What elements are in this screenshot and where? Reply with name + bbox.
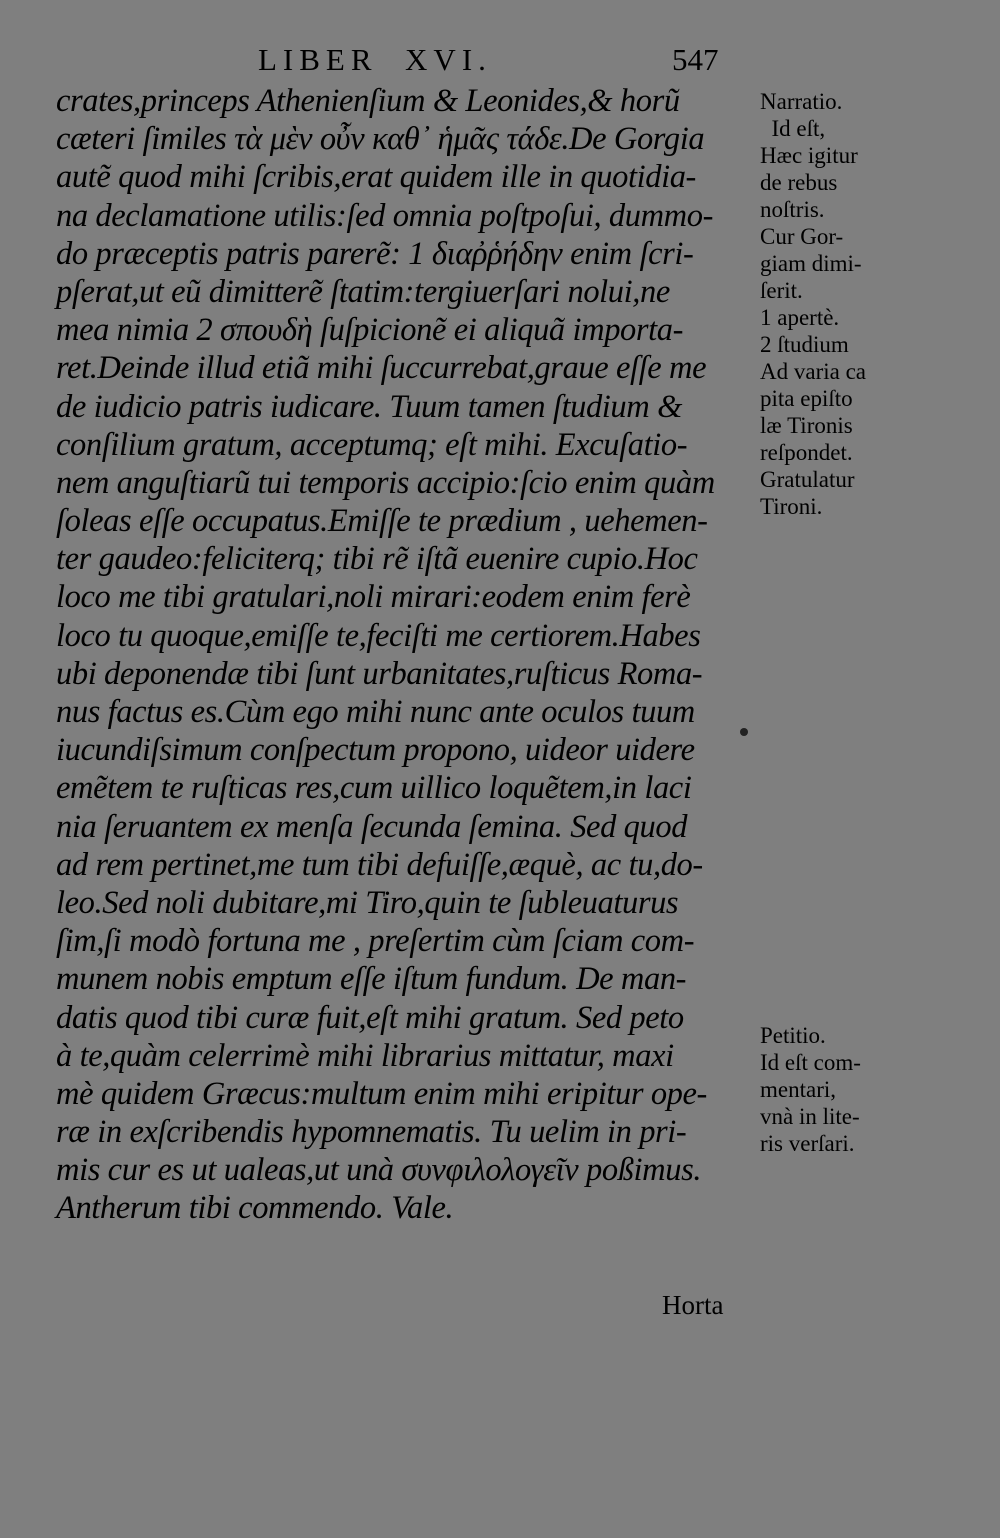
text-line: à te,quàm celerrimè mihi librarius mittatur, maxi: [56, 1037, 674, 1074]
marginal-note: ſerit.: [760, 278, 803, 303]
text-line: ſoleas eſſe occupatus.Emiſſe te prædium , uehemen-: [56, 503, 708, 540]
marginal-note: de rebus: [760, 170, 838, 195]
marginal-note: Id eſt com-: [760, 1050, 861, 1075]
marginal-note: mentari,: [760, 1077, 836, 1102]
marginal-notes-lower: [760, 1022, 960, 1157]
text-line: ræ in exſcribendis hypomnematis. Tu uelim in pri-: [56, 1114, 687, 1151]
text-line: ſim,ſi modò fortuna me , preſertim cùm ſciam com-: [56, 923, 695, 960]
text-line: mis cur es ut ualeas,ut unà συνφιλολογεῖν poßimus.: [56, 1152, 702, 1189]
text-line: ter gaudeo:feliciterq; tibi rẽ iſtã euenire cupio.Hoc: [56, 541, 698, 578]
running-title: LIBER XVI.: [258, 42, 492, 77]
marginal-note: Narratio.: [760, 89, 843, 114]
marginal-note: Tironi.: [760, 494, 823, 519]
main-text-block: [56, 82, 756, 1228]
text-line: loco me tibi gratulari,noli mirari:eodem enim ferè: [56, 579, 691, 616]
text-line: crates,princeps Athenienſium & Leonides,& horũ: [56, 83, 680, 119]
text-line: ret.Deinde illud etiã mihi ſuccurrebat,graue eſſe me: [56, 350, 707, 387]
marginal-note: reſpondet.: [760, 440, 853, 465]
marginal-note: noſtris.: [760, 197, 825, 222]
page-number: 547: [672, 42, 719, 77]
text-line: na declamatione utilis:ſed omnia poſtpoſui, dummo-: [56, 197, 714, 234]
text-line: leo.Sed noli dubitare,mi Tiro,quin te ſubleuaturus: [56, 884, 679, 921]
marginal-note: Petitio.: [760, 1023, 826, 1048]
text-line: nus factus es.Cùm ego mihi nunc ante oculos tuum: [56, 694, 695, 730]
text-line: de iudicio patris iudicare. Tuum tamen ſtudium &: [56, 388, 682, 425]
marginal-note: Gratulatur: [760, 467, 855, 492]
marginal-note: vnà in lite-: [760, 1104, 860, 1129]
text-line: mè quidem Græcus:multum enim mihi eripitur ope-: [56, 1075, 707, 1112]
text-line: cæteri ſimiles τὰ μὲν οὖν καθ᾽ ἡμᾶς τάδε.De Gorgia: [56, 121, 705, 158]
text-line: datis quod tibi curæ fuit,eſt mihi gratum. Sed peto: [56, 999, 684, 1036]
marginal-note: 2 ſtudium: [760, 332, 849, 357]
marginal-note: giam dimi-: [760, 251, 862, 276]
text-line: do præceptis patris parerẽ: 1 διαῤῥήδην enim ſcri-: [56, 235, 694, 272]
catchword: Horta: [662, 1290, 724, 1320]
text-line: emẽtem te ruſticas res,cum uillico loquẽtem,in laci: [56, 770, 692, 807]
text-line: ad rem pertinet,me tum tibi defuiſſe,æquè, ac tu,do-: [56, 846, 703, 883]
marginal-note: pita epiſto: [760, 386, 853, 411]
marginal-note: Id eſt,: [760, 116, 826, 141]
page-header: [0, 42, 1000, 82]
text-line: Antherum tibi commendo. Vale.: [56, 1190, 454, 1227]
text-line: loco tu quoque,emiſſe te,feciſti me certiorem.Habes: [56, 617, 701, 654]
text-line: ubi deponendæ tibi ſunt urbanitates,ruſticus Roma-: [56, 655, 703, 692]
marginal-notes-upper: [760, 88, 960, 520]
text-line: nia ſeruantem ex menſa ſecunda ſemina. Sed quod: [56, 808, 688, 845]
text-line: nem anguſtiarũ tui temporis accipio:ſcio enim quàm: [56, 464, 715, 501]
text-line: mea nimia 2 σπουδὴ ſuſpicionẽ ei aliquã importa-: [56, 312, 684, 349]
marginal-note: ris verſari.: [760, 1131, 855, 1156]
marginal-note: Cur Gor-: [760, 224, 844, 249]
text-line: autẽ quod mihi ſcribis,erat quidem ille in quotidia-: [56, 159, 696, 196]
marginal-note: Ad varia ca: [760, 359, 866, 384]
marginal-note: 1 apertè.: [760, 305, 840, 330]
text-line: iucundiſsimum conſpectum propono, uideor uidere: [56, 732, 695, 769]
marginal-note: Hæc igitur: [760, 143, 858, 168]
ink-spot: [740, 728, 748, 736]
text-line: conſilium gratum, acceptumq; eſt mihi. Excuſatio-: [56, 426, 688, 463]
text-line: munem nobis emptum eſſe iſtum fundum. De man-: [56, 961, 687, 998]
text-line: pſerat,ut eũ dimitterẽ ſtatim:tergiuerſari nolui,ne: [56, 273, 670, 310]
marginal-note: læ Tironis: [760, 413, 853, 438]
